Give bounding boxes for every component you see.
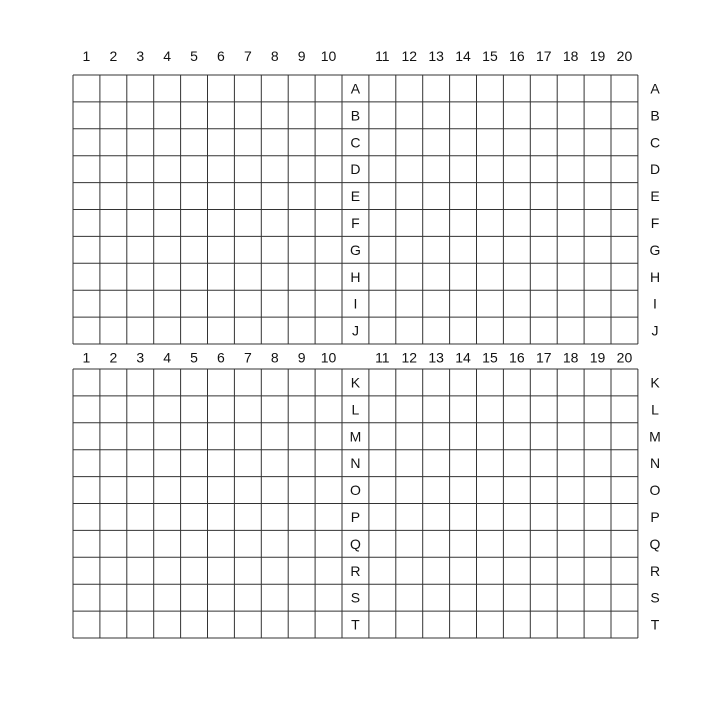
column-number-label: 3 bbox=[136, 48, 145, 64]
aisle-row-label: N bbox=[350, 455, 361, 472]
column-number-label: 20 bbox=[616, 349, 633, 366]
edge-row-label: G bbox=[649, 241, 661, 258]
column-number-label: 20 bbox=[616, 48, 633, 64]
column-number-label: 7 bbox=[243, 349, 252, 366]
aisle-row-label: E bbox=[350, 188, 361, 205]
column-number-label: 3 bbox=[136, 349, 145, 366]
aisle-row-label: A bbox=[350, 80, 361, 97]
edge-row-label: M bbox=[649, 428, 661, 445]
column-number-label: 15 bbox=[482, 349, 498, 366]
column-number-label: 9 bbox=[297, 349, 306, 366]
column-number-label: 17 bbox=[535, 48, 552, 64]
column-number-label: 19 bbox=[589, 349, 606, 366]
aisle-row-label: D bbox=[350, 161, 361, 178]
column-number-label: 5 bbox=[190, 48, 198, 64]
column-number-label: 6 bbox=[217, 48, 225, 64]
edge-row-label: D bbox=[649, 161, 661, 178]
aisle-row-label: T bbox=[351, 616, 360, 633]
column-number-label: 4 bbox=[163, 48, 172, 64]
edge-row-label: R bbox=[649, 562, 661, 579]
edge-row-label: E bbox=[650, 188, 660, 205]
column-number-label: 8 bbox=[270, 48, 279, 64]
column-number-label: 2 bbox=[109, 48, 118, 64]
aisle-row-label: G bbox=[350, 241, 361, 258]
column-number-label: 1 bbox=[82, 48, 91, 64]
edge-row-label: O bbox=[649, 482, 661, 499]
edge-row-label: Q bbox=[649, 535, 661, 552]
column-number-label: 5 bbox=[190, 349, 198, 366]
aisle-row-label: S bbox=[350, 589, 361, 606]
edge-row-label: I bbox=[653, 295, 657, 312]
aisle-row-label: H bbox=[350, 268, 361, 285]
edge-row-label: N bbox=[649, 455, 661, 472]
column-number-label: 17 bbox=[535, 349, 552, 366]
edge-row-label: S bbox=[650, 589, 660, 606]
edge-row-label: L bbox=[651, 401, 659, 418]
column-number-label: 10 bbox=[320, 349, 337, 366]
aisle-row-label: I bbox=[353, 295, 358, 312]
aisle-row-label: C bbox=[350, 134, 361, 151]
aisle-row-label: L bbox=[351, 401, 360, 418]
column-number-label: 18 bbox=[562, 48, 579, 64]
edge-row-label: P bbox=[650, 508, 660, 525]
column-number-label: 18 bbox=[562, 349, 579, 366]
column-number-label: 7 bbox=[243, 48, 252, 64]
edge-row-label: J bbox=[651, 322, 659, 339]
aisle-row-label: Q bbox=[350, 535, 361, 552]
column-number-label: 1 bbox=[82, 349, 91, 366]
edge-row-label: H bbox=[649, 268, 661, 285]
edge-row-label: A bbox=[650, 80, 660, 97]
aisle-row-label: R bbox=[350, 562, 361, 579]
column-number-label: 15 bbox=[482, 48, 498, 64]
column-number-label: 13 bbox=[428, 48, 444, 64]
column-number-label: 19 bbox=[589, 48, 606, 64]
column-number-label: 11 bbox=[375, 48, 390, 64]
aisle-row-label: F bbox=[351, 214, 360, 231]
column-number-label: 9 bbox=[297, 48, 306, 64]
column-number-label: 8 bbox=[270, 349, 279, 366]
edge-row-label: C bbox=[649, 134, 661, 151]
edge-row-label: B bbox=[650, 107, 660, 124]
aisle-row-label: K bbox=[350, 374, 361, 391]
column-number-label: 2 bbox=[109, 349, 118, 366]
column-number-label: 14 bbox=[455, 349, 471, 366]
aisle-row-label: P bbox=[350, 508, 361, 525]
column-number-label: 14 bbox=[455, 48, 471, 64]
grid-lines bbox=[73, 75, 638, 638]
aisle-row-label: B bbox=[350, 107, 361, 124]
edge-row-label: F bbox=[650, 214, 660, 231]
column-number-label: 6 bbox=[217, 349, 225, 366]
column-number-label: 12 bbox=[401, 48, 418, 64]
aisle-row-label: J bbox=[351, 322, 359, 339]
aisle-row-label: M bbox=[349, 428, 362, 445]
column-number-label: 13 bbox=[428, 349, 444, 366]
grid-labels bbox=[83, 48, 661, 633]
edge-row-label: T bbox=[650, 616, 660, 633]
column-number-label: 4 bbox=[163, 349, 172, 366]
aisle-row-label: O bbox=[350, 482, 361, 499]
column-number-label: 16 bbox=[509, 349, 525, 366]
column-number-label: 11 bbox=[375, 349, 390, 366]
edge-row-label: K bbox=[650, 374, 660, 391]
column-number-label: 12 bbox=[401, 349, 418, 366]
column-number-label: 10 bbox=[320, 48, 337, 64]
column-number-label: 16 bbox=[509, 48, 525, 64]
